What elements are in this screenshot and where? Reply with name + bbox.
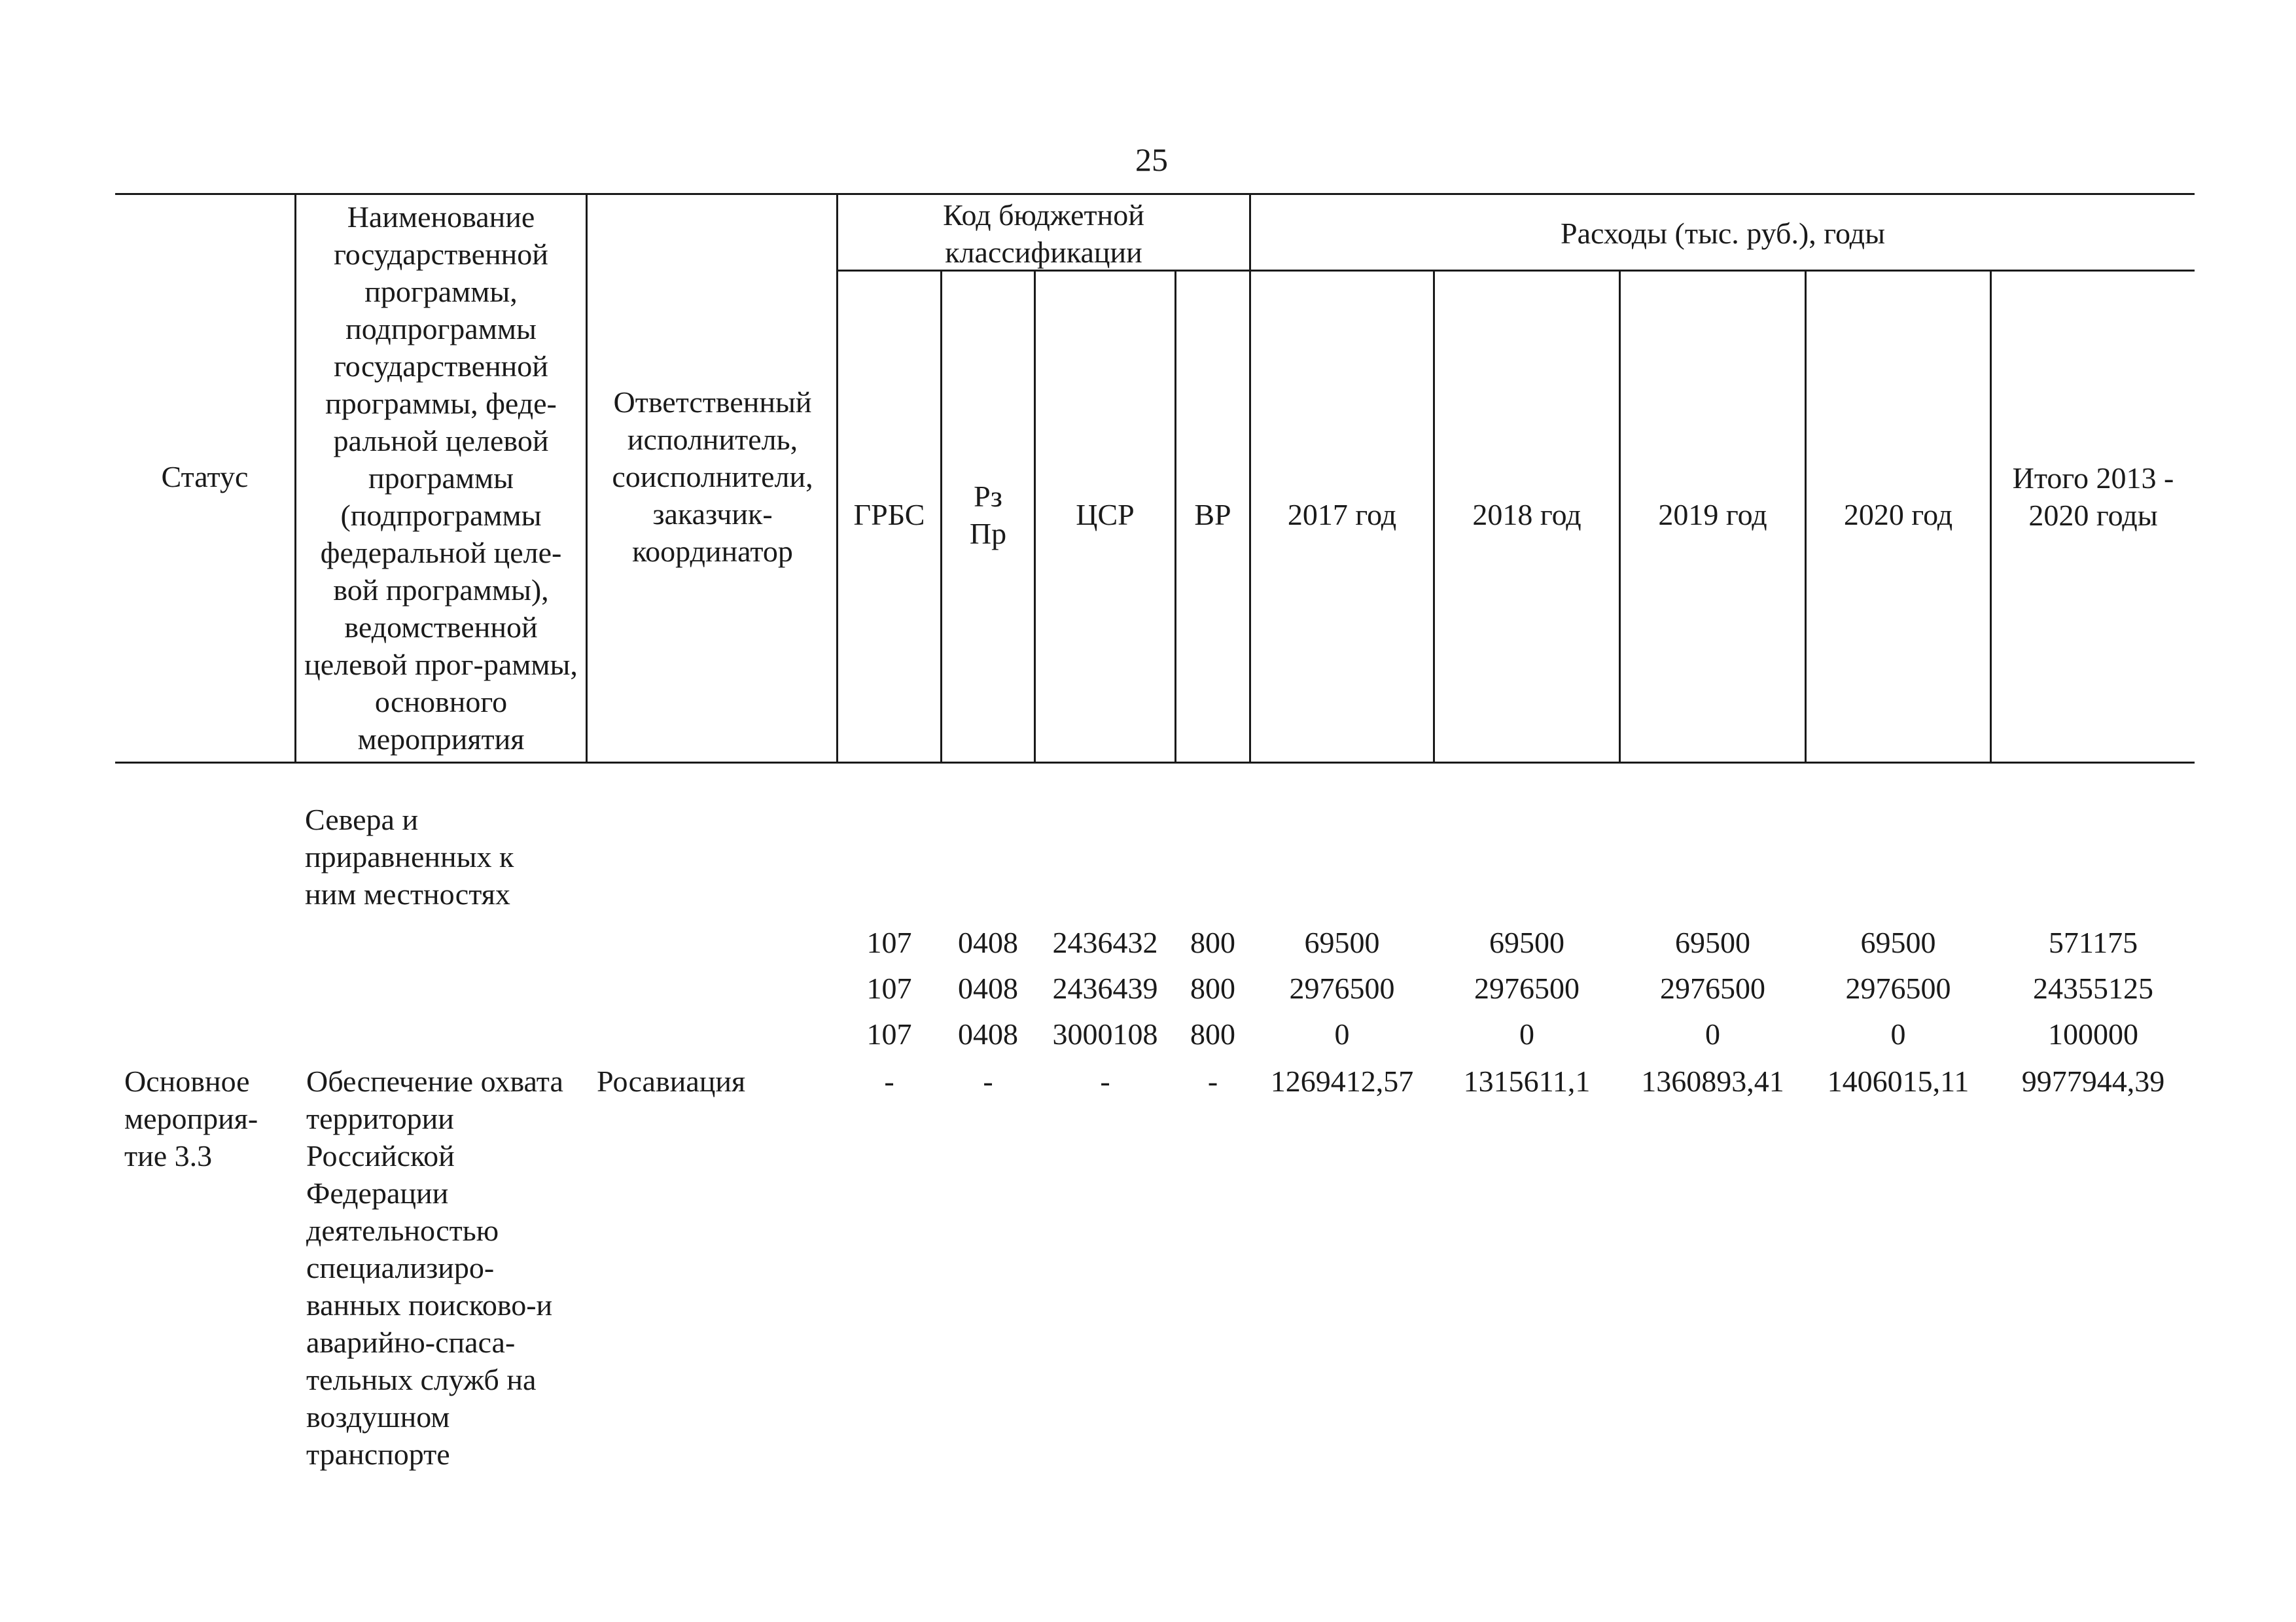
header-name: Наименование государственной программы, подпрограммы государственной программы, феде-ральной целевой программы (подпрограммы федеральной целе-вой программы), ведомственной целевой прог-раммы, основного мероприятия bbox=[304, 200, 578, 756]
header-vr: ВР bbox=[1194, 498, 1231, 531]
cell-csr: - bbox=[1100, 1065, 1110, 1098]
cell-csr: 2436432 bbox=[1052, 926, 1158, 959]
cell-rzpr: 0408 bbox=[958, 972, 1018, 1005]
cell-2020: 69500 bbox=[1860, 926, 1936, 959]
cell-2020: 2976500 bbox=[1845, 972, 1951, 1005]
col-divider bbox=[836, 193, 838, 764]
cell-2019: 0 bbox=[1705, 1017, 1720, 1051]
cell-2018: 2976500 bbox=[1474, 972, 1580, 1005]
table-top-rule bbox=[115, 193, 2195, 195]
cell-2018: 0 bbox=[1519, 1017, 1534, 1051]
continuation-text: Севера и приравненных к ним местностях bbox=[305, 803, 514, 911]
cell-vr: 800 bbox=[1190, 926, 1235, 959]
header-2018: 2018 год bbox=[1472, 498, 1581, 531]
header-grbs: ГРБС bbox=[853, 498, 925, 531]
col-divider bbox=[586, 193, 588, 764]
cell-2020: 0 bbox=[1890, 1017, 1906, 1051]
cell-total: 571175 bbox=[2048, 926, 2138, 959]
cell-2017: 1269412,57 bbox=[1270, 1065, 1414, 1098]
header-expenses: Расходы (тыс. руб.), годы bbox=[1560, 217, 1885, 250]
cell-rzpr: - bbox=[983, 1065, 993, 1098]
measure-name: Обеспечение охвата территории Российской Федерации деятельностью специализиро-ванных поисково-и аварийно-спаса-тельных служб на воздушном транспорте bbox=[306, 1065, 563, 1471]
cell-grbs: - bbox=[884, 1065, 894, 1098]
cell-total: 9977944,39 bbox=[2021, 1065, 2165, 1098]
cell-total: 24355125 bbox=[2033, 972, 2153, 1005]
cell-vr: 800 bbox=[1190, 972, 1235, 1005]
cell-total: 100000 bbox=[2048, 1017, 2138, 1051]
cell-grbs: 107 bbox=[866, 972, 912, 1005]
header-rzpr: Рз Пр bbox=[969, 480, 1007, 550]
cell-2018: 69500 bbox=[1489, 926, 1564, 959]
cell-vr: - bbox=[1207, 1065, 1218, 1098]
header-total: Итого 2013 - 2020 годы bbox=[2012, 461, 2174, 532]
header-csr: ЦСР bbox=[1076, 498, 1135, 531]
header-2017: 2017 год bbox=[1287, 498, 1397, 531]
cell-2020: 1406015,11 bbox=[1827, 1065, 1969, 1098]
cell-grbs: 107 bbox=[866, 1017, 912, 1051]
page-number: 25 bbox=[1135, 141, 1168, 178]
cell-rzpr: 0408 bbox=[958, 1017, 1018, 1051]
cell-rzpr: 0408 bbox=[958, 926, 1018, 959]
cell-vr: 800 bbox=[1190, 1017, 1235, 1051]
header-executor: Ответственный исполнитель, соисполнители, заказчик-координатор bbox=[612, 385, 813, 568]
measure-executor: Росавиация bbox=[597, 1065, 746, 1098]
cell-2018: 1315611,1 bbox=[1463, 1065, 1591, 1098]
cell-csr: 3000108 bbox=[1052, 1017, 1158, 1051]
header-budget-code: Код бюджетной классификации bbox=[943, 198, 1144, 269]
header-status: Статус bbox=[161, 460, 249, 493]
cell-2017: 2976500 bbox=[1289, 972, 1395, 1005]
header-2019: 2019 год bbox=[1658, 498, 1767, 531]
col-divider bbox=[294, 193, 296, 764]
header-bottom-rule bbox=[115, 762, 2195, 764]
cell-2017: 69500 bbox=[1304, 926, 1380, 959]
cell-2017: 0 bbox=[1334, 1017, 1350, 1051]
cell-2019: 2976500 bbox=[1660, 972, 1765, 1005]
header-2020: 2020 год bbox=[1843, 498, 1953, 531]
measure-status: Основное мероприя-тие 3.3 bbox=[124, 1065, 258, 1172]
cell-2019: 1360893,41 bbox=[1641, 1065, 1784, 1098]
cell-2019: 69500 bbox=[1675, 926, 1750, 959]
cell-csr: 2436439 bbox=[1052, 972, 1158, 1005]
col-divider bbox=[1249, 193, 1251, 764]
cell-grbs: 107 bbox=[866, 926, 912, 959]
col-divider bbox=[940, 270, 942, 764]
